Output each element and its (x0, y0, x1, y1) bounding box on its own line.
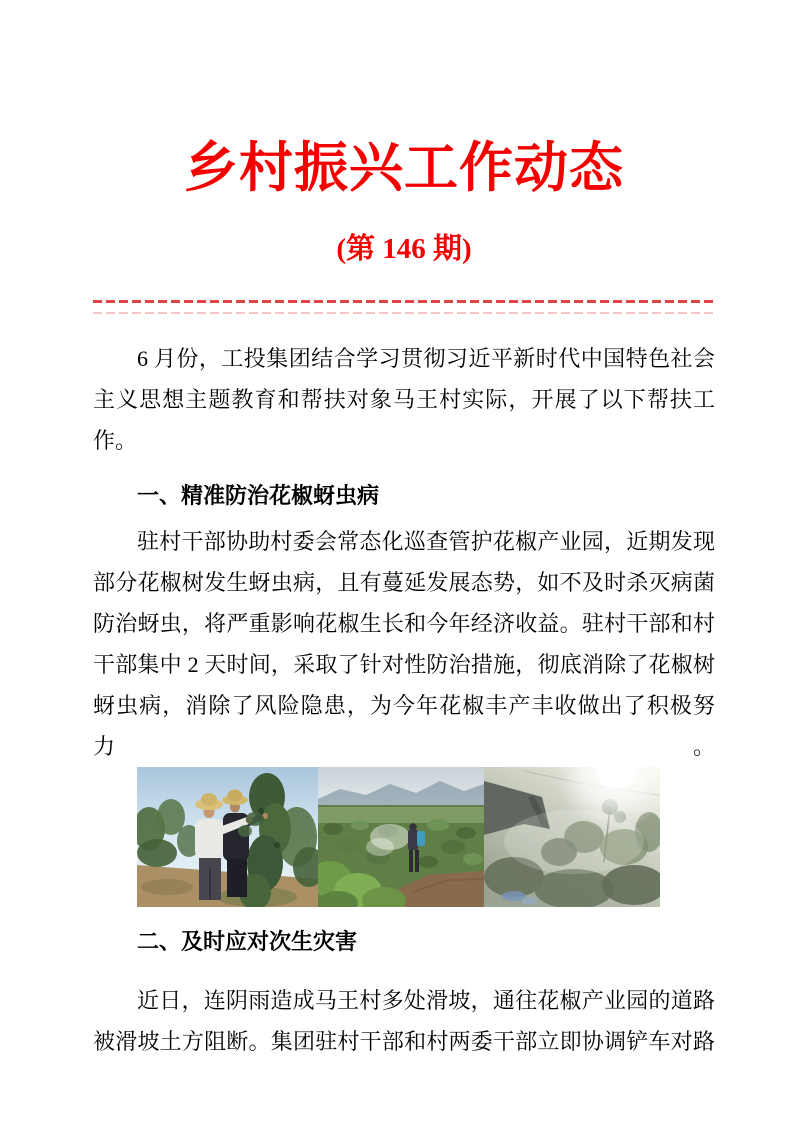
body-line: 驻村干部协助村委会常态化巡查管护花椒产业园，近期发现 (137, 529, 715, 554)
section-2-paragraph (93, 980, 715, 1062)
issue-number: (第 146 期) (336, 233, 472, 265)
misty-orchard-sunlight-image (484, 767, 660, 907)
body-line: 防治蚜虫，将严重影响花椒生长和今年经济收益。驻村干部和村 (93, 611, 715, 636)
body-line: 被滑坡土方阻断。集团驻村干部和村两委干部立即协调铲车对路 (93, 1029, 715, 1054)
photo-row (137, 767, 715, 907)
farmers-inspecting-pepper-trees-photo (137, 767, 318, 907)
section-2-heading: 二、及时应对次生灾害 (137, 929, 358, 954)
section-1-paragraph (93, 521, 715, 767)
intro-line: 6 月份，工投集团结合学习贯彻习近平新时代中国特色社会 (137, 346, 715, 371)
document-title: 乡村振兴工作动态 (184, 138, 624, 198)
divider-dashed-line (93, 300, 715, 303)
misty-orchard-sunlight-photo (484, 767, 660, 907)
body-line: 部分花椒树发生蚜虫病，且有蔓延发展态势，如不及时杀灭病菌 (93, 570, 715, 595)
body-line: 蚜虫病，消除了风险隐患，为今年花椒丰产丰收做出了积极努力。 (93, 693, 715, 759)
title-divider (93, 300, 715, 314)
section-1-heading: 一、精准防治花椒蚜虫病 (137, 483, 380, 508)
intro-paragraph (93, 338, 715, 461)
farmers-inspecting-pepper-trees-image (137, 767, 318, 907)
worker-spraying-orchard-image (318, 767, 484, 907)
intro-line: 主义思想主题教育和帮扶对象马王村实际，开展了以下帮扶工 (93, 387, 715, 412)
worker-spraying-orchard-photo (318, 767, 484, 907)
divider-dashed-line-echo (93, 312, 715, 314)
body-line: 干部集中 2 天时间，采取了针对性防治措施，彻底消除了花椒树 (93, 652, 715, 677)
intro-line: 作。 (93, 428, 138, 453)
body-line: 近日，连阴雨造成马王村多处滑坡，通往花椒产业园的道路 (137, 988, 715, 1013)
